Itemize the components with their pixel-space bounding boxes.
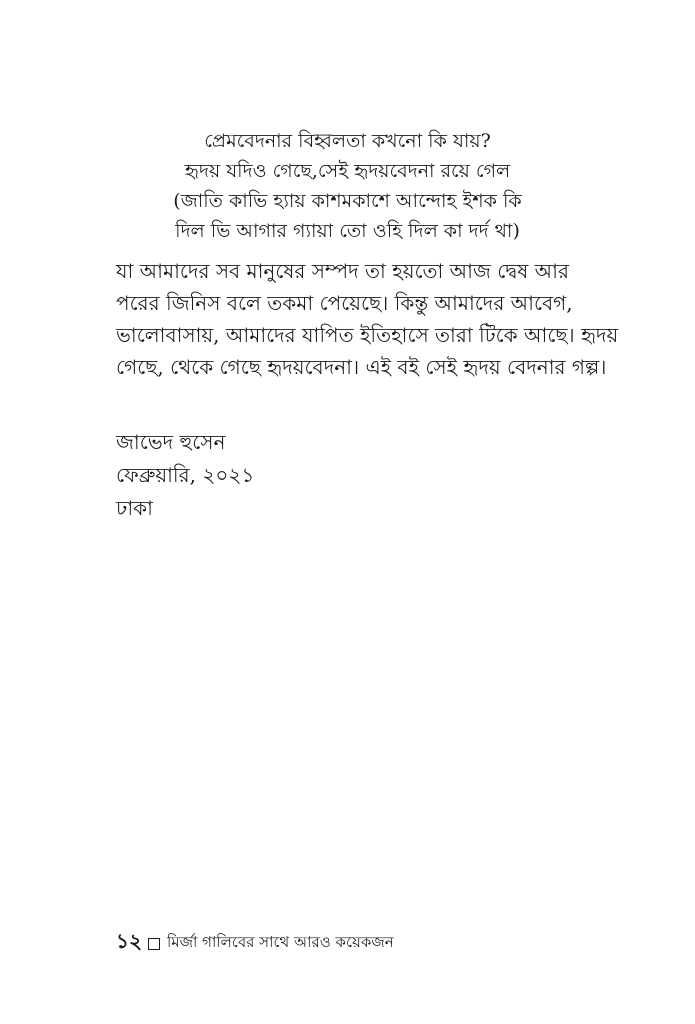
verse-line: (জাতি কাভি হ্যায় কাশমকাশে আন্দোহ ইশক কি [173, 190, 522, 212]
paragraph-line: গেছে, থেকে গেছে হৃদয়বেদনা। এই বই সেই হৃদয় বেদনার গল্প। [116, 355, 607, 379]
verse-line: দিল ভি আগার গ্যায়া তো ওহি দিল কা দর্দ থা) [175, 220, 520, 242]
signature-block [116, 426, 254, 525]
verse-block [0, 126, 695, 246]
square-bullet-icon [148, 938, 160, 950]
body-paragraph [116, 255, 619, 383]
running-title: মির্জা গালিবের সাথে আরও কয়েকজন [166, 933, 394, 951]
page-number: ১২ [116, 929, 142, 953]
verse-line: হৃদয় যদিও গেছে,সেই হৃদয়বেদনা রয়ে গেল [184, 160, 511, 182]
paragraph-line: ভালোবাসায়, আমাদের যাপিত ইতিহাসে তারা টিকে আছে। হৃদয় [116, 323, 619, 347]
verse-line: প্রেমবেদনার বিহ্বলতা কখনো কি যায়? [204, 130, 491, 152]
paragraph-line: যা আমাদের সব মানুষের সম্পদ তা হয়তো আজ দ্বেষ আর [116, 259, 569, 283]
signature-date: ফেব্রুয়ারি, ২০২১ [116, 463, 255, 487]
paragraph-line: পরের জিনিস বলে তকমা পেয়েছে। কিন্তু আমাদের আবেগ, [116, 291, 573, 315]
signature-place: ঢাকা [116, 496, 153, 520]
author-name: জাভেদ হুসেন [116, 430, 226, 454]
page-footer [116, 927, 394, 960]
